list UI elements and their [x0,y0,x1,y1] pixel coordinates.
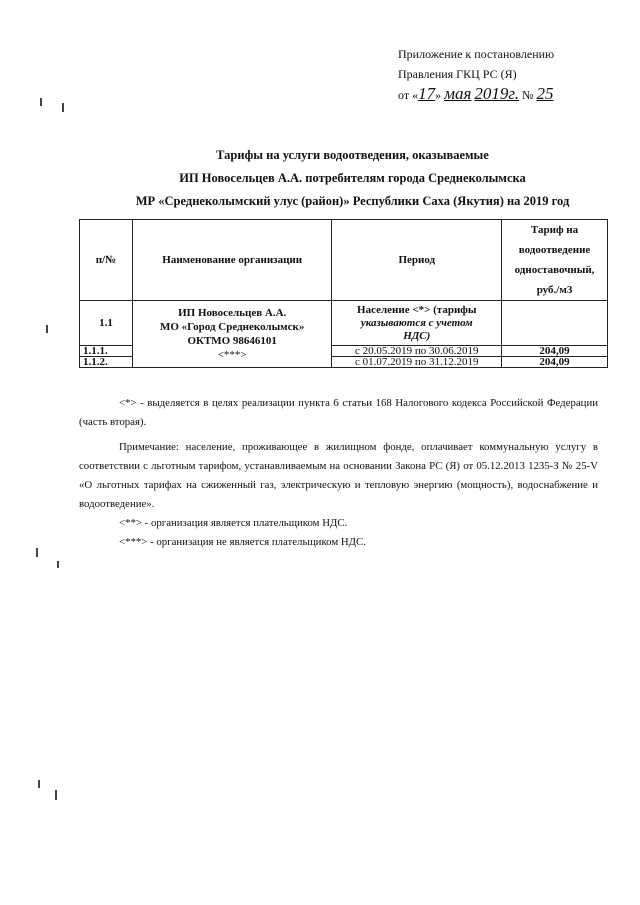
scan-mark [55,790,57,800]
group-num-cell: 1.1 [80,301,133,346]
appendix-line-1: Приложение к постановлению [398,47,555,61]
row-num-cell: 1.1.1. [80,346,133,357]
population-line: Население <*> (тарифы [357,303,477,316]
title-line-2: ИП Новосельцев А.А. потребителям города Среднеколымска [179,171,526,185]
title-line-3: МР «Среднеколымский улус (район)» Республики Саха (Якутия) на 2019 год [135,194,570,208]
header-tariff-line: одноставочный, [514,264,595,276]
note-vat-allocation: <*> - выделяется в целях реализации пункта 6 статьи 168 Налогового кодекса Российской Федерации (часть вторая). [79,397,598,428]
org-line: ОКТМО 98646101 [187,335,277,347]
note-vat-payer: <**> - организация является плательщиком НДС. [119,517,348,529]
header-num: п/№ [80,220,133,301]
appendix-no: № [522,88,534,102]
scan-mark [57,561,59,568]
row-num-cell: 1.1.2. [80,357,133,368]
population-line: НДС) [403,329,431,342]
scan-mark [36,548,38,557]
appendix-month: мая [444,84,472,103]
org-cell [132,301,332,368]
appendix-year: 2019г. [474,84,520,103]
population-line: указываются с учетом [360,316,473,329]
table-row [80,301,608,346]
appendix-day: 17 [418,84,436,103]
document-title [100,144,605,213]
row-period-cell: с 01.07.2019 по 31.12.2019 [332,357,502,368]
scan-mark [62,103,64,112]
title-line-1: Тарифы на услуги водоотведения, оказываемые [216,148,489,162]
header-tariff-line: Тариф на [530,224,579,236]
note-not-vat-payer: <***> - организация не является плательщиком НДС. [119,536,366,548]
appendix-date-line [398,84,554,105]
row-value-cell: 204,09 [502,346,608,357]
notes-block [79,394,598,552]
appendix-from: от « [398,88,419,102]
tariff-table [79,219,608,368]
population-cell [332,301,502,346]
scan-mark [40,98,42,106]
appendix-close-quote: » [435,88,442,102]
table-header-row [80,220,608,301]
note-population: Примечание: население, проживающее в жилищном фонде, оплачивает коммунальную услугу в соответствии с льготным тарифом, устанавливаемым на основании Закона РС (Я) от 05.12.2013 1235-З № 25-V «О льготных тарифах на сжиженный газ, электрическую и тепловую энергию (мощность), водоснабжение и водоотведение». [79,441,598,510]
header-org: Наименование организации [132,220,332,301]
header-tariff-line: руб./м3 [536,284,573,296]
empty-cell [502,301,608,346]
appendix-block [398,44,554,105]
org-mark: <***> [217,349,247,361]
org-line: МО «Город Среднеколымск» [159,321,305,333]
scan-mark [46,325,48,333]
org-line: ИП Новосельцев А.А. [178,307,287,319]
appendix-number: 25 [536,84,554,103]
scan-mark [38,780,40,788]
header-tariff-line: водоотведение [518,244,591,256]
header-period: Период [332,220,502,301]
row-value-cell: 204,09 [502,357,608,368]
row-period-cell: с 20.05.2019 по 30.06.2019 [332,346,502,357]
header-tariff [502,220,608,301]
appendix-line-2: Правления ГКЦ РС (Я) [398,67,517,81]
